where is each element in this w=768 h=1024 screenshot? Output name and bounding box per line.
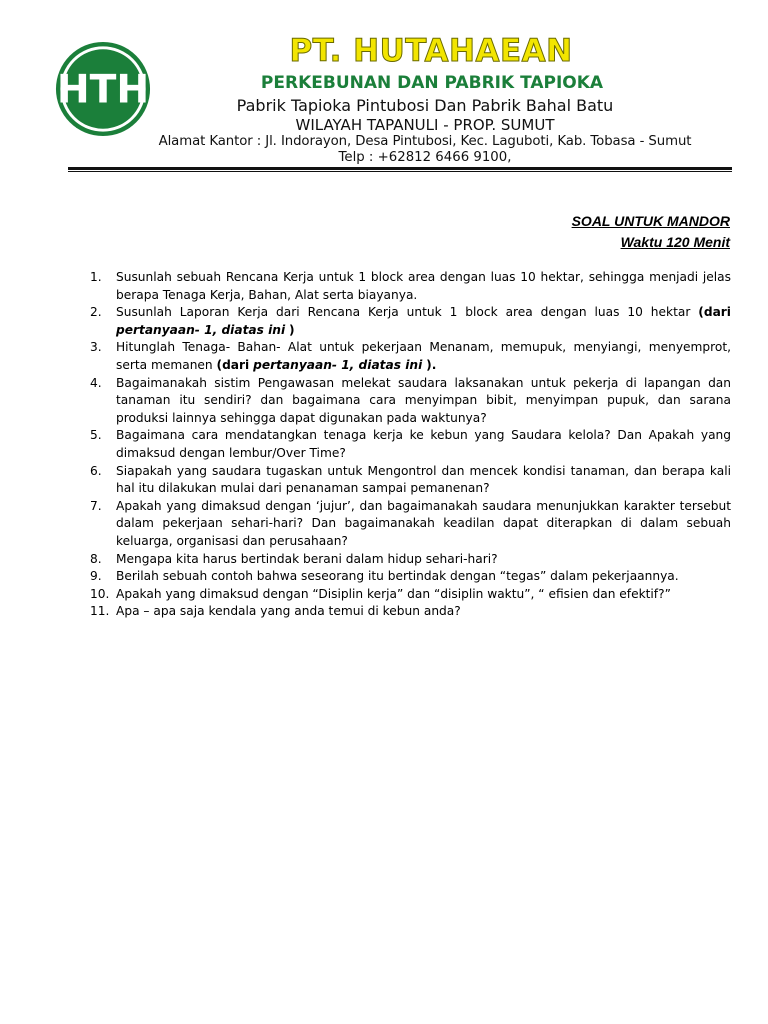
question-item bbox=[90, 463, 731, 498]
question-item bbox=[90, 339, 731, 374]
question-number: 2. bbox=[90, 305, 102, 320]
question-text: Bagaimana cara mendatangkan tenaga kerja ke kebun yang Saudara kelola? Dan Apakah yang dimaksud dengan lembur/Over Time? bbox=[116, 428, 731, 460]
question-text: Mengapa kita harus bertindak berani dalam hidup sehari-hari? bbox=[116, 551, 498, 566]
question-item bbox=[90, 498, 731, 551]
question-number: 10. bbox=[90, 586, 110, 601]
question-item bbox=[90, 586, 731, 604]
question-text: Berilah sebuah contoh bahwa seseorang itu bertindak dengan “tegas” dalam pekerjaannya. bbox=[116, 569, 679, 584]
question-list bbox=[90, 269, 731, 621]
question-item bbox=[90, 375, 731, 428]
question-item bbox=[90, 603, 731, 621]
question-note-ref: pertanyaan- 1, diatas ini bbox=[253, 357, 423, 372]
question-text-container bbox=[116, 304, 731, 339]
company-subtitle: PERKEBUNAN DAN PABRIK TAPIOKA bbox=[260, 73, 604, 93]
question-text: Susunlah Laporan Kerja dari Rencana Kerja untuk 1 block area dengan luas 10 hektar bbox=[116, 305, 691, 320]
question-text: Susunlah sebuah Rencana Kerja untuk 1 block area dengan luas 10 hektar, sehingga menjadi jelas berapa Tenaga Kerja, Bahan, Alat serta biayanya. bbox=[116, 270, 731, 302]
question-note-open: (dari bbox=[698, 305, 731, 320]
question-item bbox=[90, 551, 731, 569]
question-text: Siapakah yang saudara tugaskan untuk Mengontrol dan mencek kondisi tanaman, dan berapa kali hal itu dilakukan mulai dari penanaman sampai pemanenan? bbox=[116, 463, 731, 496]
company-logo bbox=[54, 40, 152, 138]
question-number: 3. bbox=[90, 340, 102, 355]
question-item bbox=[90, 269, 731, 304]
question-text: Apakah yang dimaksud dengan ‘jujur’, dan bagaimanakah saudara menunjukkan karakter tersebut dalam pekerjaan sehari-hari? Dan bagaimanakah keadilan dapat diterapkan di dalam sebuah keluarga, organisasi dan perusahaan? bbox=[116, 498, 731, 548]
question-text-container bbox=[116, 339, 731, 374]
question-number: 1. bbox=[90, 270, 102, 284]
question-number: 9. bbox=[90, 569, 102, 584]
question-text: Apa – apa saja kendala yang anda temui di kebun anda? bbox=[116, 604, 461, 619]
question-note-close: ) bbox=[426, 357, 432, 372]
question-item bbox=[90, 568, 731, 586]
document-title: SOAL UNTUK MANDOR bbox=[571, 213, 730, 229]
question-number: 6. bbox=[90, 463, 102, 478]
letterhead-rule-thin bbox=[68, 171, 732, 172]
region-line: WILAYAH TAPANULI - PROP. SUMUT bbox=[295, 116, 555, 134]
question-number: 7. bbox=[90, 498, 102, 513]
question-number: 11. bbox=[90, 604, 110, 619]
question-note-close: ) bbox=[289, 322, 295, 337]
question-number: 5. bbox=[90, 428, 102, 443]
question-item bbox=[90, 427, 731, 462]
question-text: Hitunglah Tenaga- Bahan- Alat untuk pekerjaan Menanam, memupuk, menyiangi, menyemprot, serta memanen bbox=[116, 340, 731, 372]
question-number: 4. bbox=[90, 375, 102, 390]
logo-letters: HTH bbox=[56, 67, 150, 113]
question-note-open: (dari bbox=[216, 357, 250, 372]
phone-line: Telp : +62812 6466 9100, bbox=[338, 150, 512, 165]
factories-line: Pabrik Tapioka Pintubosi Dan Pabrik Bahal Batu bbox=[236, 96, 614, 115]
company-name: PT. HUTAHAEAN bbox=[289, 33, 573, 69]
question-text: Bagaimanakah sistim Pengawasan melekat saudara laksanakan untuk pekerja di lapangan dan tanaman itu sendiri? dan bagaimana cara menyimpan bibit, menyimpan pupuk, dan sarana produksi lainnya sehingga dapat digunakan pada waktunya? bbox=[116, 375, 731, 425]
letterhead-rule-thick bbox=[68, 167, 732, 170]
question-note-ref: pertanyaan- 1, diatas ini bbox=[116, 322, 286, 337]
question-tail: . bbox=[431, 357, 437, 372]
question-text: Apakah yang dimaksud dengan “Disiplin kerja” dan “disiplin waktu”, “ efisien dan efektif?” bbox=[116, 586, 671, 601]
question-item bbox=[90, 304, 731, 339]
address-line: Alamat Kantor : Jl. Indorayon, Desa Pintubosi, Kec. Laguboti, Kab. Tobasa - Sumut bbox=[158, 134, 692, 149]
document-time: Waktu 120 Menit bbox=[620, 234, 730, 250]
question-number: 8. bbox=[90, 551, 102, 566]
